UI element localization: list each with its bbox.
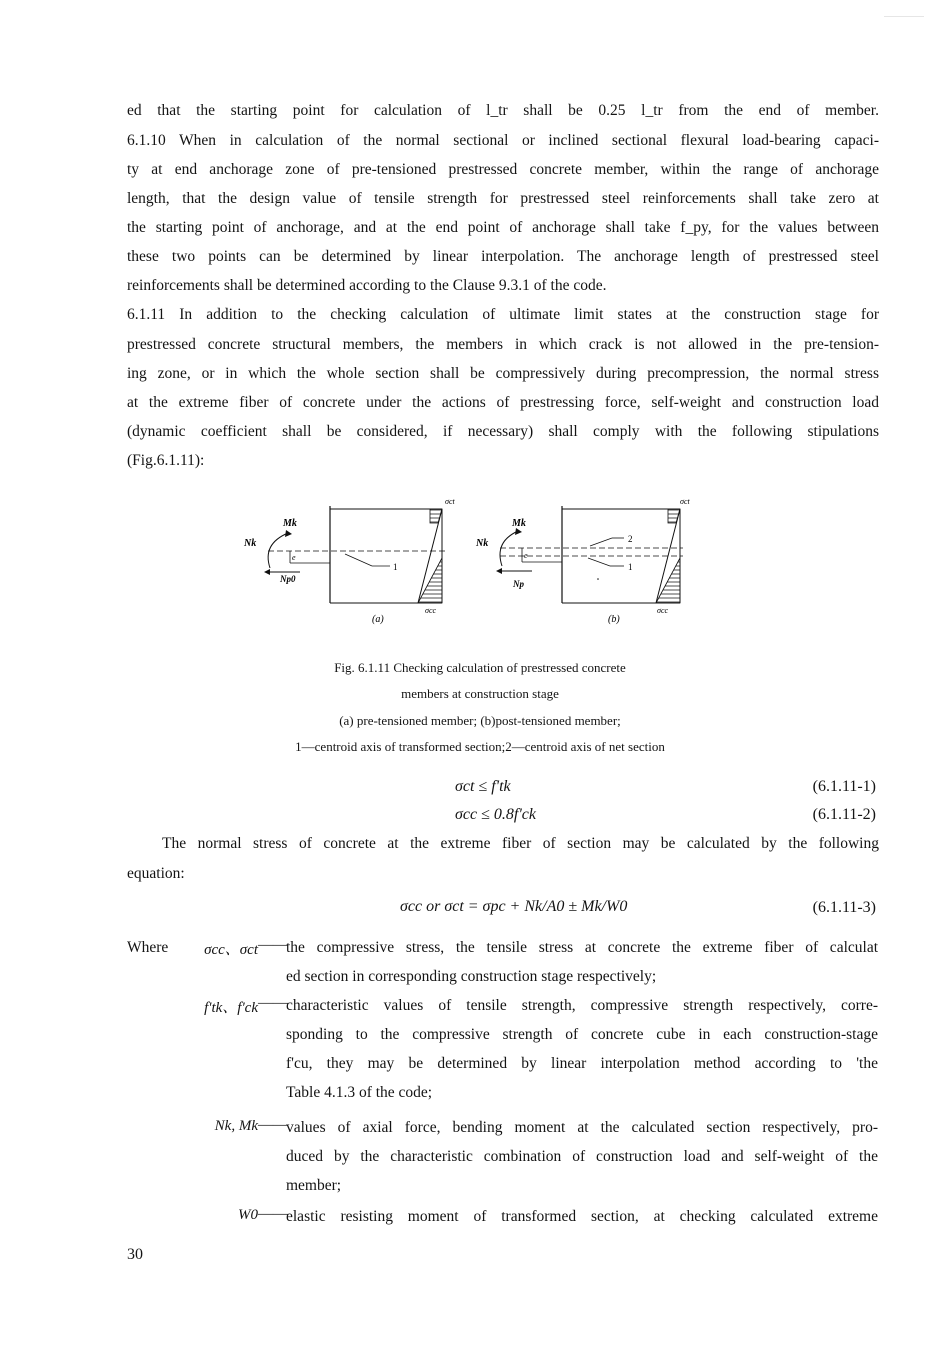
panel-b [475,497,690,625]
definition-dash: —— [258,937,288,953]
paragraph-line: reinforcements shall be determined according to the Clause 9.3.1 of the code. [127,277,607,294]
paragraph-line: 6.1.10 When in calculation of the normal sectional or inclined sectional flexural load-bearing capaci- [127,132,879,149]
label-e-b: e [524,551,528,560]
definition-line: the compressive stress, the tensile stress at concrete the extreme fiber of calculat [286,939,878,956]
label-mk-a: Mk [283,518,297,529]
definition-symbol: Nk, Mk [214,1118,258,1134]
where-label: Where [127,939,169,956]
label-axis1-b: 1 [628,562,633,572]
equation-1-number: (6.1.11-1) [812,778,876,795]
definition-line: values of axial force, bending moment at the calculated section respectively, pro- [286,1119,878,1136]
paragraph-line: ty at end anchorage zone of pre-tensioned prestressed concrete member, within the range of anchorage [127,161,879,178]
figure-caption-line: (a) pre-tensioned member; (b)post-tensioned member; [339,713,621,728]
paragraph-line: 6.1.11 In addition to the checking calculation of ultimate limit states at the construction stage for [127,306,879,323]
paragraph-line: at the extreme fiber of concrete under the actions of prestressing force, self-weight and construction load [127,394,879,411]
definition-line: member; [286,1177,342,1194]
paragraph-line: prestressed concrete structural members, the members in which crack is not allowed in the pre-tension- [127,336,879,353]
figure-caption-line: members at construction stage [401,686,559,701]
figure-caption-line: Fig. 6.1.11 Checking calculation of prestressed concrete [334,660,626,675]
label-nk-b: Nk [476,538,489,549]
label-axis2-b: 2 [628,534,633,544]
page-number: 30 [127,1246,143,1263]
paragraph-line: the starting point of anchorage, and at the end point of anchorage shall take f_py, for the values between [127,219,879,236]
equation-3-number: (6.1.11-3) [812,899,876,916]
label-sigma-cc-b: σcc [657,606,669,615]
figure-6-1-11 [0,496,952,631]
definition-line: elastic resisting moment of transformed section, at checking calculated extreme [286,1208,878,1225]
paragraph-line: ed that the starting point for calculation of l_tr shall be 0.25 l_tr from the end of member. [127,102,879,119]
label-mk-b: Mk [512,518,526,529]
paragraph-line: The normal stress of concrete at the extreme fiber of section may be calculated by the following [162,835,879,852]
equation-2-number: (6.1.11-2) [812,806,876,823]
label-sigma-ct-b: σct [680,497,690,506]
definition-dash: —— [258,995,288,1011]
label-axis1-a: 1 [393,562,398,572]
label-e-a: e [292,553,296,562]
panel-a [243,497,455,625]
definition-line: Table 4.1.3 of the code; [286,1084,433,1101]
label-nk-a: Nk [244,538,257,549]
definition-dash: —— [258,1206,288,1222]
equation-2: σcc ≤ 0.8f'ck [455,806,536,823]
definition-dash: —— [258,1117,288,1133]
definition-symbol: σcc、σct [204,942,258,958]
definition-line: duced by the characteristic combination of construction load and self-weight of the [286,1148,878,1165]
label-panel-a: (a) [372,614,384,625]
label-np: Np [513,579,524,589]
definition-symbol: W0 [238,1207,258,1223]
paragraph-line: ing zone, or in which the whole section shall be compressively during precompression, the normal stress [127,365,879,382]
label-sigma-ct-a: σct [445,497,455,506]
paragraph-line: (dynamic coefficient shall be considered, if necessary) shall comply with the following stipulations [127,423,879,440]
label-panel-b: (b) [608,614,620,625]
paragraph-line: these two points can be determined by linear interpolation. The anchorage length of prestressed steel [127,248,879,265]
label-np0: Np0 [280,574,296,584]
equation-3: σcc or σct = σpc + Nk/A0 ± Mk/W0 [400,898,628,915]
label-sigma-cc-a: σcc [425,606,437,615]
definition-line: f'cu, they may be determined by linear interpolation method according to 'the [286,1055,878,1072]
definition-line: characteristic values of tensile strength, compressive strength respectively, corre- [286,997,878,1014]
definition-line: sponding to the compressive strength of concrete cube in each construction-stage [286,1026,878,1043]
definition-line: ed section in corresponding construction stage respectively; [286,968,657,985]
figure-caption-line: 1—centroid axis of transformed section;2—centroid axis of net section [295,739,665,754]
paragraph-line: length, that the design value of tensile strength for prestressed steel reinforcements shall take zero at [127,190,879,207]
paragraph-line: (Fig.6.1.11): [127,452,205,469]
paragraph-line: equation: [127,865,185,882]
equation-1: σct ≤ f'tk [455,778,511,795]
definition-symbol: f'tk、f'ck [204,1000,258,1016]
scan-mark [884,16,924,17]
